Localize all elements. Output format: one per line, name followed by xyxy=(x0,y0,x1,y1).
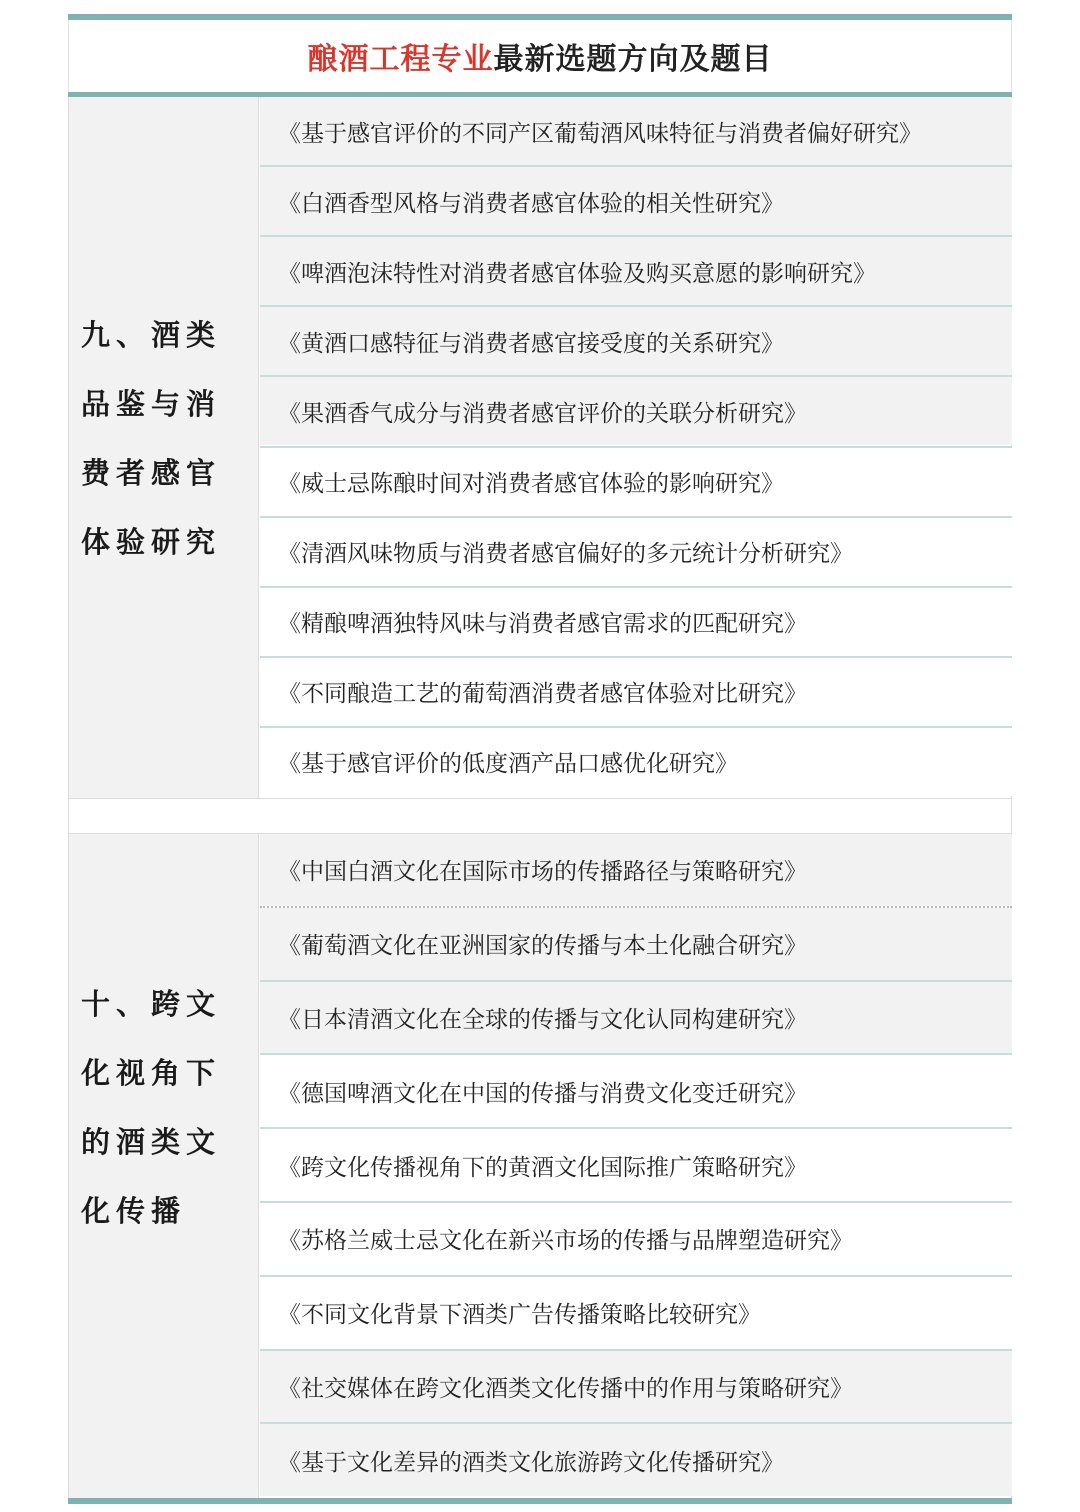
section-cross-cultural xyxy=(68,834,1012,1498)
section-spacer xyxy=(68,798,1012,834)
topic-row: 《不同酿造工艺的葡萄酒消费者感官体验对比研究》 xyxy=(260,658,1012,726)
topic-row: 《清酒风味物质与消费者感官偏好的多元统计分析研究》 xyxy=(260,518,1012,586)
topic-row: 《白酒香型风格与消费者感官体验的相关性研究》 xyxy=(260,167,1012,235)
topic-row: 《不同文化背景下酒类广告传播策略比较研究》 xyxy=(260,1277,1012,1349)
topic-row: 《日本清酒文化在全球的传播与文化认同构建研究》 xyxy=(260,982,1012,1054)
topic-row: 《中国白酒文化在国际市场的传播路径与策略研究》 xyxy=(260,834,1012,906)
topic-row: 《精酿啤酒独特风味与消费者感官需求的匹配研究》 xyxy=(260,588,1012,656)
topic-row: 《基于感官评价的不同产区葡萄酒风味特征与消费者偏好研究》 xyxy=(260,97,1012,165)
topic-row: 《基于文化差异的酒类文化旅游跨文化传播研究》 xyxy=(260,1424,1012,1496)
section-label: 九、酒类品鉴与消费者感官体验研究 xyxy=(81,318,222,559)
topic-row: 《跨文化传播视角下的黄酒文化国际推广策略研究》 xyxy=(260,1129,1012,1201)
topic-row: 《黄酒口感特征与消费者感官接受度的关系研究》 xyxy=(260,307,1012,375)
section-label: 十、跨文化视角下的酒类文化传播 xyxy=(81,987,222,1228)
topic-row: 《苏格兰威士忌文化在新兴市场的传播与品牌塑造研究》 xyxy=(260,1203,1012,1275)
title-rest: 最新选题方向及题目 xyxy=(493,42,773,77)
section-label-cell xyxy=(69,97,259,798)
topic-row: 《啤酒泡沫特性对消费者感官体验及购买意愿的影响研究》 xyxy=(260,237,1012,305)
topic-row: 《葡萄酒文化在亚洲国家的传播与本土化融合研究》 xyxy=(260,908,1012,980)
topic-row: 《社交媒体在跨文化酒类文化传播中的作用与策略研究》 xyxy=(260,1351,1012,1423)
section-label-cell xyxy=(69,834,259,1498)
topic-row: 《果酒香气成分与消费者感官评价的关联分析研究》 xyxy=(260,377,1012,445)
table-title xyxy=(68,20,1012,92)
title-major: 酿酒工程专业 xyxy=(307,42,494,77)
topic-row: 《德国啤酒文化在中国的传播与消费文化变迁研究》 xyxy=(260,1055,1012,1127)
topic-row: 《基于感官评价的低度酒产品口感优化研究》 xyxy=(260,728,1012,796)
topic-row: 《威士忌陈酿时间对消费者感官体验的影响研究》 xyxy=(260,448,1012,516)
topics-table xyxy=(68,14,1012,1504)
section-sensory-experience xyxy=(68,97,1012,798)
table-bottom-border xyxy=(68,1498,1012,1504)
